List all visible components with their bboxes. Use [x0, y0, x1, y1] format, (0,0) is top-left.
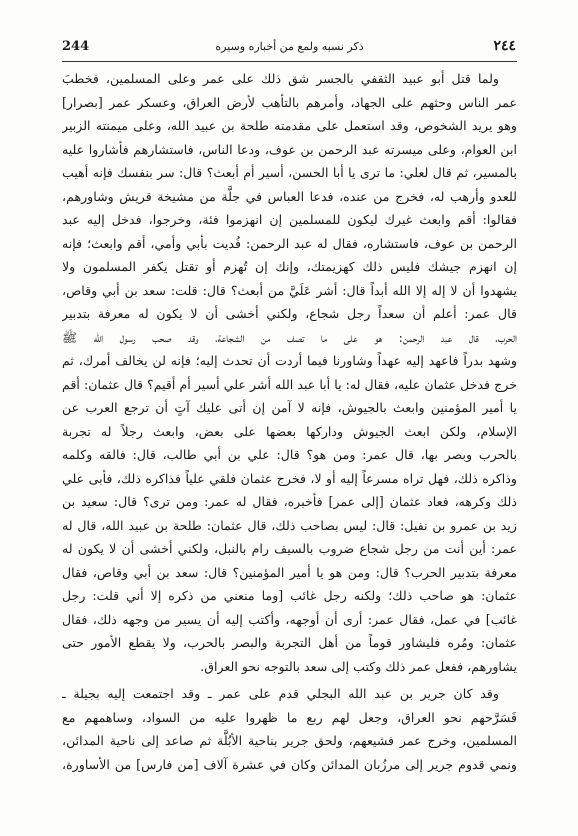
page-header: [62, 38, 516, 58]
text-line: وهو يريد الشخوص، وقد استعمل على مقدمته طلحة بن عبيد الله، وعلى ميمنته الزبير: [62, 118, 517, 133]
running-title: ذكر نسبه ولمع من أخباره وسيره: [215, 40, 364, 53]
text-line: قال عمر: أعلم أن سعداً رجل شجاع، ولكني أخشى أن لا يكون له معرفة بتدبير: [62, 306, 517, 321]
text-line: عثمان: هو صاحب ذلك؛ ولكنه رجل غائب [وما منعني من ذكره إلا أني قلت: رجل: [62, 588, 517, 603]
text-line: ونمي قدوم جرير إلى مرزُبان المدائن وكان في عشرة آلاف [من فارس] من الأساورة،: [62, 756, 517, 772]
text-line: فقالوا: أقم وابعث غيرك ليكون للمسلمين إن انهزموا فئة، وخرجوا، فدخل إليه عبد: [62, 212, 517, 227]
page-number-arabic: ٢٤٤: [493, 38, 516, 54]
paragraph: [62, 682, 517, 776]
text-line: فَسَرَّحهم نحو العراق، وجعل لهم ربع ما ظهروا عليه من السواد، وساهمهم مع: [62, 709, 517, 725]
text-line: الرحمن بن عوف، فاستشاره، فقال له عبد الرحمن: فُديت بأبي وأمي، أقم وابعث؛ فإنه: [62, 235, 517, 251]
text-line: وقد كان جرير بن عبد الله البجلي قدم على عمر ـ وقد اجتمعت إليه بجيلة ـ: [62, 686, 499, 701]
text-line: عمر: أين أنت من رجل شجاع ضروب بالسيف رام بالنبل، ولكني أخشى أن لا يكون له: [62, 541, 517, 556]
text-line: معرفة بتدبير الحرب؟ قال: ومن هو يا أمير المؤمنين؟ قال: سعد بن أبي وقاص، فقال: [62, 564, 517, 580]
header-rule: [62, 61, 517, 62]
text-line: زيد بن عمرو بن نفيل: قال: ليس بصاحب ذلك، قال عثمان: طلحة بن عبيد الله، قال له: [62, 517, 517, 533]
text-line: بالحرب وبصر بها، قال عمر: ومن هو؟ قال: علي بن أبي طالب، قال: فالقه وكلمه: [62, 447, 517, 462]
text-line: ابن العوام، وعلى ميسرته عبد الرحمن بن عوف، ودعا الناس، فاستشارهم فأشاروا عليه: [62, 141, 517, 157]
text-line: بالمسير، ثم قال لعلي: ما ترى يا أبا الحسن، أسير أم أبعث؟ قال: سر بنفسك فإنه أهيب: [62, 165, 517, 180]
text-line: وذاكره ذلك، فهل تراه مسرعاً إليه أو لا، فخرج عثمان فلقي علياً فذاكره ذلك، فأبى علي: [62, 470, 517, 486]
body-text: [62, 67, 517, 776]
text-line: يشاورهم، ففعل عمر ذلك وكتب إلى سعد بالتوجه نحو العراق.: [200, 658, 517, 674]
text-line: خرج فدخل عثمان عليه، فقال له: يا أبا عبد الله أشر علي أسير أم أقيم؟ قال عثمان: أقم: [62, 376, 517, 392]
text-line: غائب] في عمل، فقال عمر: أرى أن أوجهه، وأكتب إليه أن يسير من وجهه ذلك، فقال: [62, 611, 517, 627]
text-line: ذلك وكرهه، فعاد عثمان [إلى عمر] فأخبره، فقال له عمر: ومن ترى؟ قال: سعيد بن: [62, 494, 517, 509]
page-number-latin: 244: [62, 39, 90, 54]
text-line: عثمان: ومُره فليشاور قوماً من أهل التجربة والبصر بالحرب، ولا يقطع الأمور حتى: [62, 635, 517, 650]
text-line: المسلمين، وخرج عمر فشيعهم، ولحق جرير بناحية الأبُلَّة ثم صاعد إلى ناحية المدائن،: [62, 733, 517, 748]
text-line: الإسلام، ولكن ابعث الجيوش وداركها بعضها على بعض، وابعث رجلاً له تجربة: [62, 423, 517, 439]
text-line: عمر الناس وحثهم على الجهاد، وأمرهم بالتأهب لأرض العراق، وعسكر عمر [بصرار]: [62, 94, 517, 110]
text-line: إن انهزم جيشك فليس ذلك كهزيمتك، وإنك إن تُهزم أو تقتل يكفر المسلمون ولا: [62, 259, 517, 274]
paragraph: [62, 67, 517, 678]
text-line: يشهدوا أن لا إله إلا الله أبداً قال: أشر عَلَيَّ من أبعث؟ قال: قلت: سعد بن أبي وقاص،: [62, 282, 517, 298]
text-line: الحرب، قال عبد الرحمن: هو على ما تصف من الشجاعة، وقد صحب رسول الله ﷺ: [62, 329, 517, 345]
text-line: ولما قتل أبو عبيد الثقفي بالجسر شق ذلك على عمر وعلى المسلمين، فخطبَ: [62, 71, 499, 86]
text-line: يا أمير المؤمنين وابعث بالجيوش، فإنه لا آمن إن أتى عليك آتٍ أن ترجع العرب عن: [62, 400, 517, 415]
text-line: وشهد بدراً فاعهد إليه عهداً وشاورنا فيما أردت أن تحدث إليه؛ فإنه لن يخالف أمرك، ثم: [62, 353, 517, 368]
text-line: للعدو وأرهب له، فخرج من عنده، فدعا العباس في جلَّة من مشيخة قريش وشاورهم،: [62, 188, 517, 204]
